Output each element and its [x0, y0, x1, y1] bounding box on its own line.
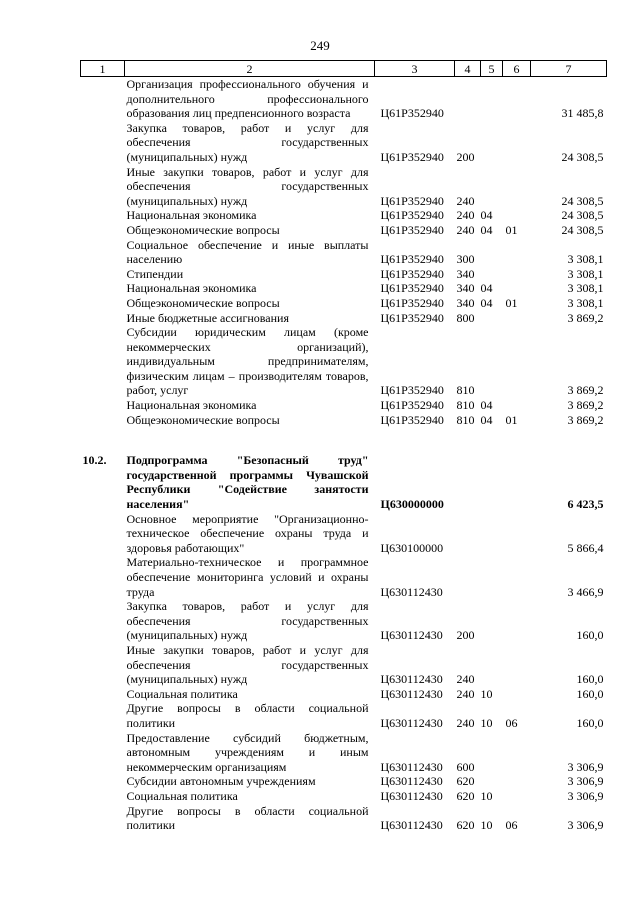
subsection-code: [503, 555, 531, 599]
target-code: Ц630112430: [380, 715, 443, 730]
budget-table-container: [80, 60, 606, 833]
amount: 5 866,4: [567, 540, 604, 555]
row-number: [81, 281, 125, 296]
section-code: [481, 267, 503, 282]
target-code: Ц61P352940: [380, 412, 444, 427]
row-name: Материально-техническое и программное обеспечение мониторинга условий и охраны труда: [126, 555, 369, 599]
expense-type-code: 240: [456, 686, 475, 701]
header-col-4: 4: [455, 61, 481, 77]
row-number: [81, 325, 125, 398]
expense-type-code: 300: [456, 252, 475, 267]
expense-type-code: 240: [456, 672, 475, 687]
amount: 3 869,2: [567, 412, 604, 427]
subsection-code: [503, 208, 531, 223]
row-name: Субсидии автономным учреждениям: [126, 774, 316, 789]
section-code: [481, 77, 503, 121]
section-code: 04: [480, 398, 493, 413]
target-code: Ц61P352940: [380, 295, 444, 310]
table-row: [81, 731, 607, 775]
expense-type-code: 620: [456, 818, 475, 833]
section-code: [481, 599, 503, 643]
subsection-code: [503, 512, 531, 556]
target-code: Ц630112430: [380, 818, 443, 833]
target-code: Ц630112430: [380, 672, 443, 687]
section-code: [481, 512, 503, 556]
amount: 3 869,2: [567, 310, 604, 325]
row-name: Национальная экономика: [126, 281, 257, 296]
section-code: 10: [480, 818, 493, 833]
table-row: [81, 165, 607, 209]
amount: 3 308,1: [567, 281, 604, 296]
section-code: 10: [480, 686, 493, 701]
row-name: Субсидии юридическим лицам (кроме некоммерческих организаций), индивидуальным предпринимателям, физическим лицам – производителям товаров, работ, услуг: [126, 325, 369, 398]
subsection-code: 01: [505, 295, 518, 310]
row-name: Общеэкономические вопросы: [126, 295, 280, 310]
amount: 3 466,9: [567, 584, 604, 599]
row-name: Иные закупки товаров, работ и услуг для обеспечения государственных (муниципальных) нужд: [126, 164, 369, 208]
section-code: [481, 165, 503, 209]
row-number: 10.2.: [82, 453, 107, 468]
section-code: [481, 238, 503, 267]
subsection-code: [503, 599, 531, 643]
target-code: Ц630100000: [380, 540, 444, 555]
subsection-code: [503, 325, 531, 398]
subsection-code: [503, 789, 531, 804]
row-number: [81, 296, 125, 311]
expense-type-code: 810: [456, 398, 475, 413]
header-col-1: 1: [81, 61, 125, 77]
amount: 24 308,5: [561, 222, 604, 237]
section-code: 04: [480, 295, 493, 310]
target-code: Ц61P352940: [380, 193, 444, 208]
table-row: [81, 296, 607, 311]
subsection-code: 06: [505, 715, 518, 730]
target-code: Ц61P352940: [380, 266, 444, 281]
amount: 3 306,9: [567, 774, 604, 789]
table-header-row: [81, 61, 607, 77]
subsection-code: [503, 453, 531, 511]
amount: 24 308,5: [561, 193, 604, 208]
row-name: Подпрограмма "Безопасный труд" государственной программы Чувашской Республики "Содействие занятости населения": [126, 453, 369, 512]
table-row: [81, 77, 607, 121]
expense-type-code: [455, 453, 481, 511]
budget-table: [80, 60, 607, 833]
table-row: [81, 599, 607, 643]
expense-type-code: 240: [456, 715, 475, 730]
target-code: Ц61P352940: [380, 398, 444, 413]
row-name: Социальная политика: [126, 788, 238, 803]
table-row: [81, 453, 607, 511]
subsection-code: [503, 165, 531, 209]
expense-type-code: [455, 77, 481, 121]
row-name: Иные бюджетные ассигнования: [126, 310, 289, 325]
row-number: [81, 398, 125, 413]
row-name: Стипендии: [126, 266, 184, 281]
amount: 3 306,9: [567, 759, 604, 774]
spacer-row: [81, 427, 607, 453]
row-number: [81, 701, 125, 730]
table-row: [81, 311, 607, 326]
expense-type-code: 620: [456, 774, 475, 789]
table-row: [81, 281, 607, 296]
row-number: [81, 267, 125, 282]
table-row: [81, 398, 607, 413]
target-code: Ц630112430: [380, 686, 443, 701]
row-number: [81, 77, 125, 121]
row-number: [81, 311, 125, 326]
row-number: [81, 512, 125, 556]
row-number: [81, 804, 125, 833]
subsection-code: [503, 731, 531, 775]
amount: 24 308,5: [561, 149, 604, 164]
row-name: Общеэкономические вопросы: [126, 412, 280, 427]
table-row: [81, 701, 607, 730]
subsection-code: 06: [505, 818, 518, 833]
section-code: [481, 325, 503, 398]
expense-type-code: 240: [456, 208, 475, 223]
row-name: Другие вопросы в области социальной политики: [126, 701, 369, 730]
row-name: Другие вопросы в области социальной политики: [126, 803, 369, 833]
row-number: [81, 165, 125, 209]
expense-type-code: 340: [456, 295, 475, 310]
page-number: 249: [310, 38, 330, 53]
section-code: 04: [480, 222, 493, 237]
section-code: 04: [480, 208, 493, 223]
subsection-code: 01: [505, 222, 518, 237]
expense-type-code: 600: [456, 759, 475, 774]
subsection-code: [503, 398, 531, 413]
row-number: [81, 208, 125, 223]
row-name: Общеэкономические вопросы: [126, 222, 280, 237]
section-code: 10: [480, 788, 493, 803]
subsection-code: [503, 77, 531, 121]
expense-type-code: 620: [456, 788, 475, 803]
target-code: Ц61P352940: [380, 106, 444, 121]
amount: 3 308,1: [567, 266, 604, 281]
subsection-code: [503, 238, 531, 267]
row-number: [81, 789, 125, 804]
table-row: [81, 643, 607, 687]
table-row: [81, 325, 607, 398]
section-code: [481, 121, 503, 165]
section-code: 04: [480, 412, 493, 427]
expense-type-code: 240: [456, 193, 475, 208]
section-code: [481, 643, 503, 687]
row-number: [81, 555, 125, 599]
header-col-7: 7: [531, 61, 607, 77]
row-name: Социальная политика: [126, 686, 238, 701]
target-code: Ц61P352940: [380, 149, 444, 164]
expense-type-code: 200: [456, 149, 475, 164]
row-number: [81, 687, 125, 702]
header-col-2: 2: [125, 61, 375, 77]
subsection-code: [503, 774, 531, 789]
row-name: Основное мероприятие "Организационно-техническое обеспечение охраны труда и здоровья работающих": [126, 511, 369, 555]
subsection-code: [503, 281, 531, 296]
expense-type-code: 240: [456, 222, 475, 237]
table-row: [81, 512, 607, 556]
table-row: [81, 804, 607, 833]
target-code: Ц61P352940: [380, 383, 444, 398]
row-name: Национальная экономика: [126, 208, 257, 223]
target-code: Ц630112430: [380, 774, 443, 789]
row-number: [81, 121, 125, 165]
section-code: 10: [480, 715, 493, 730]
amount: 160,0: [576, 628, 604, 643]
amount: 160,0: [576, 715, 604, 730]
row-name: Социальное обеспечение и иные выплаты населению: [126, 237, 369, 267]
subsection-code: [503, 311, 531, 326]
amount: 160,0: [576, 672, 604, 687]
table-row: [81, 208, 607, 223]
row-number: [81, 774, 125, 789]
amount: 31 485,8: [561, 106, 604, 121]
spacer-cell: [81, 427, 607, 453]
amount: 160,0: [576, 686, 604, 701]
amount: 24 308,5: [561, 208, 604, 223]
expense-type-code: 810: [456, 412, 475, 427]
row-number: [81, 223, 125, 238]
expense-type-code: 200: [456, 628, 475, 643]
section-code: [481, 311, 503, 326]
expense-type-code: 800: [456, 310, 475, 325]
subsection-code: 01: [505, 412, 518, 427]
table-row: [81, 774, 607, 789]
target-code: Ц61P352940: [380, 252, 444, 267]
subsection-code: [503, 687, 531, 702]
amount: 6 423,5: [567, 497, 604, 512]
table-row: [81, 223, 607, 238]
table-body: [81, 77, 607, 833]
table-row: [81, 687, 607, 702]
expense-type-code: [455, 512, 481, 556]
amount: 3 308,1: [567, 252, 604, 267]
header-col-6: 6: [503, 61, 531, 77]
target-code: Ц630112430: [380, 788, 443, 803]
table-row: [81, 413, 607, 428]
row-number: [81, 731, 125, 775]
row-name: Предоставление субсидий бюджетным, автономным учреждениям и иным некоммерческим организациям: [126, 730, 369, 774]
amount: 3 869,2: [567, 398, 604, 413]
row-name: Национальная экономика: [126, 398, 257, 413]
table-row: [81, 555, 607, 599]
expense-type-code: 810: [456, 383, 475, 398]
section-code: [481, 731, 503, 775]
header-col-3: 3: [375, 61, 455, 77]
expense-type-code: 340: [456, 281, 475, 296]
row-number: [81, 413, 125, 428]
row-number: [81, 238, 125, 267]
expense-type-code: [455, 555, 481, 599]
target-code: Ц630112430: [380, 759, 443, 774]
target-code: Ц61P352940: [380, 208, 444, 223]
table-row: [81, 267, 607, 282]
subsection-code: [503, 643, 531, 687]
header-col-5: 5: [481, 61, 503, 77]
target-code: Ц630112430: [380, 628, 443, 643]
table-row: [81, 789, 607, 804]
amount: 3 869,2: [567, 383, 604, 398]
target-code: Ц61P352940: [380, 222, 444, 237]
row-name: Организация профессионального обучения и дополнительного профессионального образования лиц предпенсионного возраста: [126, 77, 369, 121]
subsection-code: [503, 121, 531, 165]
row-number: [81, 599, 125, 643]
subsection-code: [503, 267, 531, 282]
section-code: [481, 453, 503, 511]
target-code: Ц61P352940: [380, 281, 444, 296]
row-name: Закупка товаров, работ и услуг для обеспечения государственных (муниципальных) нужд: [126, 120, 369, 164]
row-name: Иные закупки товаров, работ и услуг для обеспечения государственных (муниципальных) нужд: [126, 642, 369, 687]
amount: 3 306,9: [567, 788, 604, 803]
target-code: Ц630112430: [380, 584, 443, 599]
row-number: [81, 643, 125, 687]
amount: 3 308,1: [567, 295, 604, 310]
section-code: [481, 555, 503, 599]
target-code: Ц61P352940: [380, 310, 444, 325]
amount: 3 306,9: [567, 818, 604, 833]
row-name: Закупка товаров, работ и услуг для обеспечения государственных (муниципальных) нужд: [126, 599, 369, 643]
section-code: 04: [480, 281, 493, 296]
table-row: [81, 238, 607, 267]
target-code: Ц630000000: [380, 497, 444, 512]
section-code: [481, 774, 503, 789]
expense-type-code: 340: [456, 266, 475, 281]
table-row: [81, 121, 607, 165]
